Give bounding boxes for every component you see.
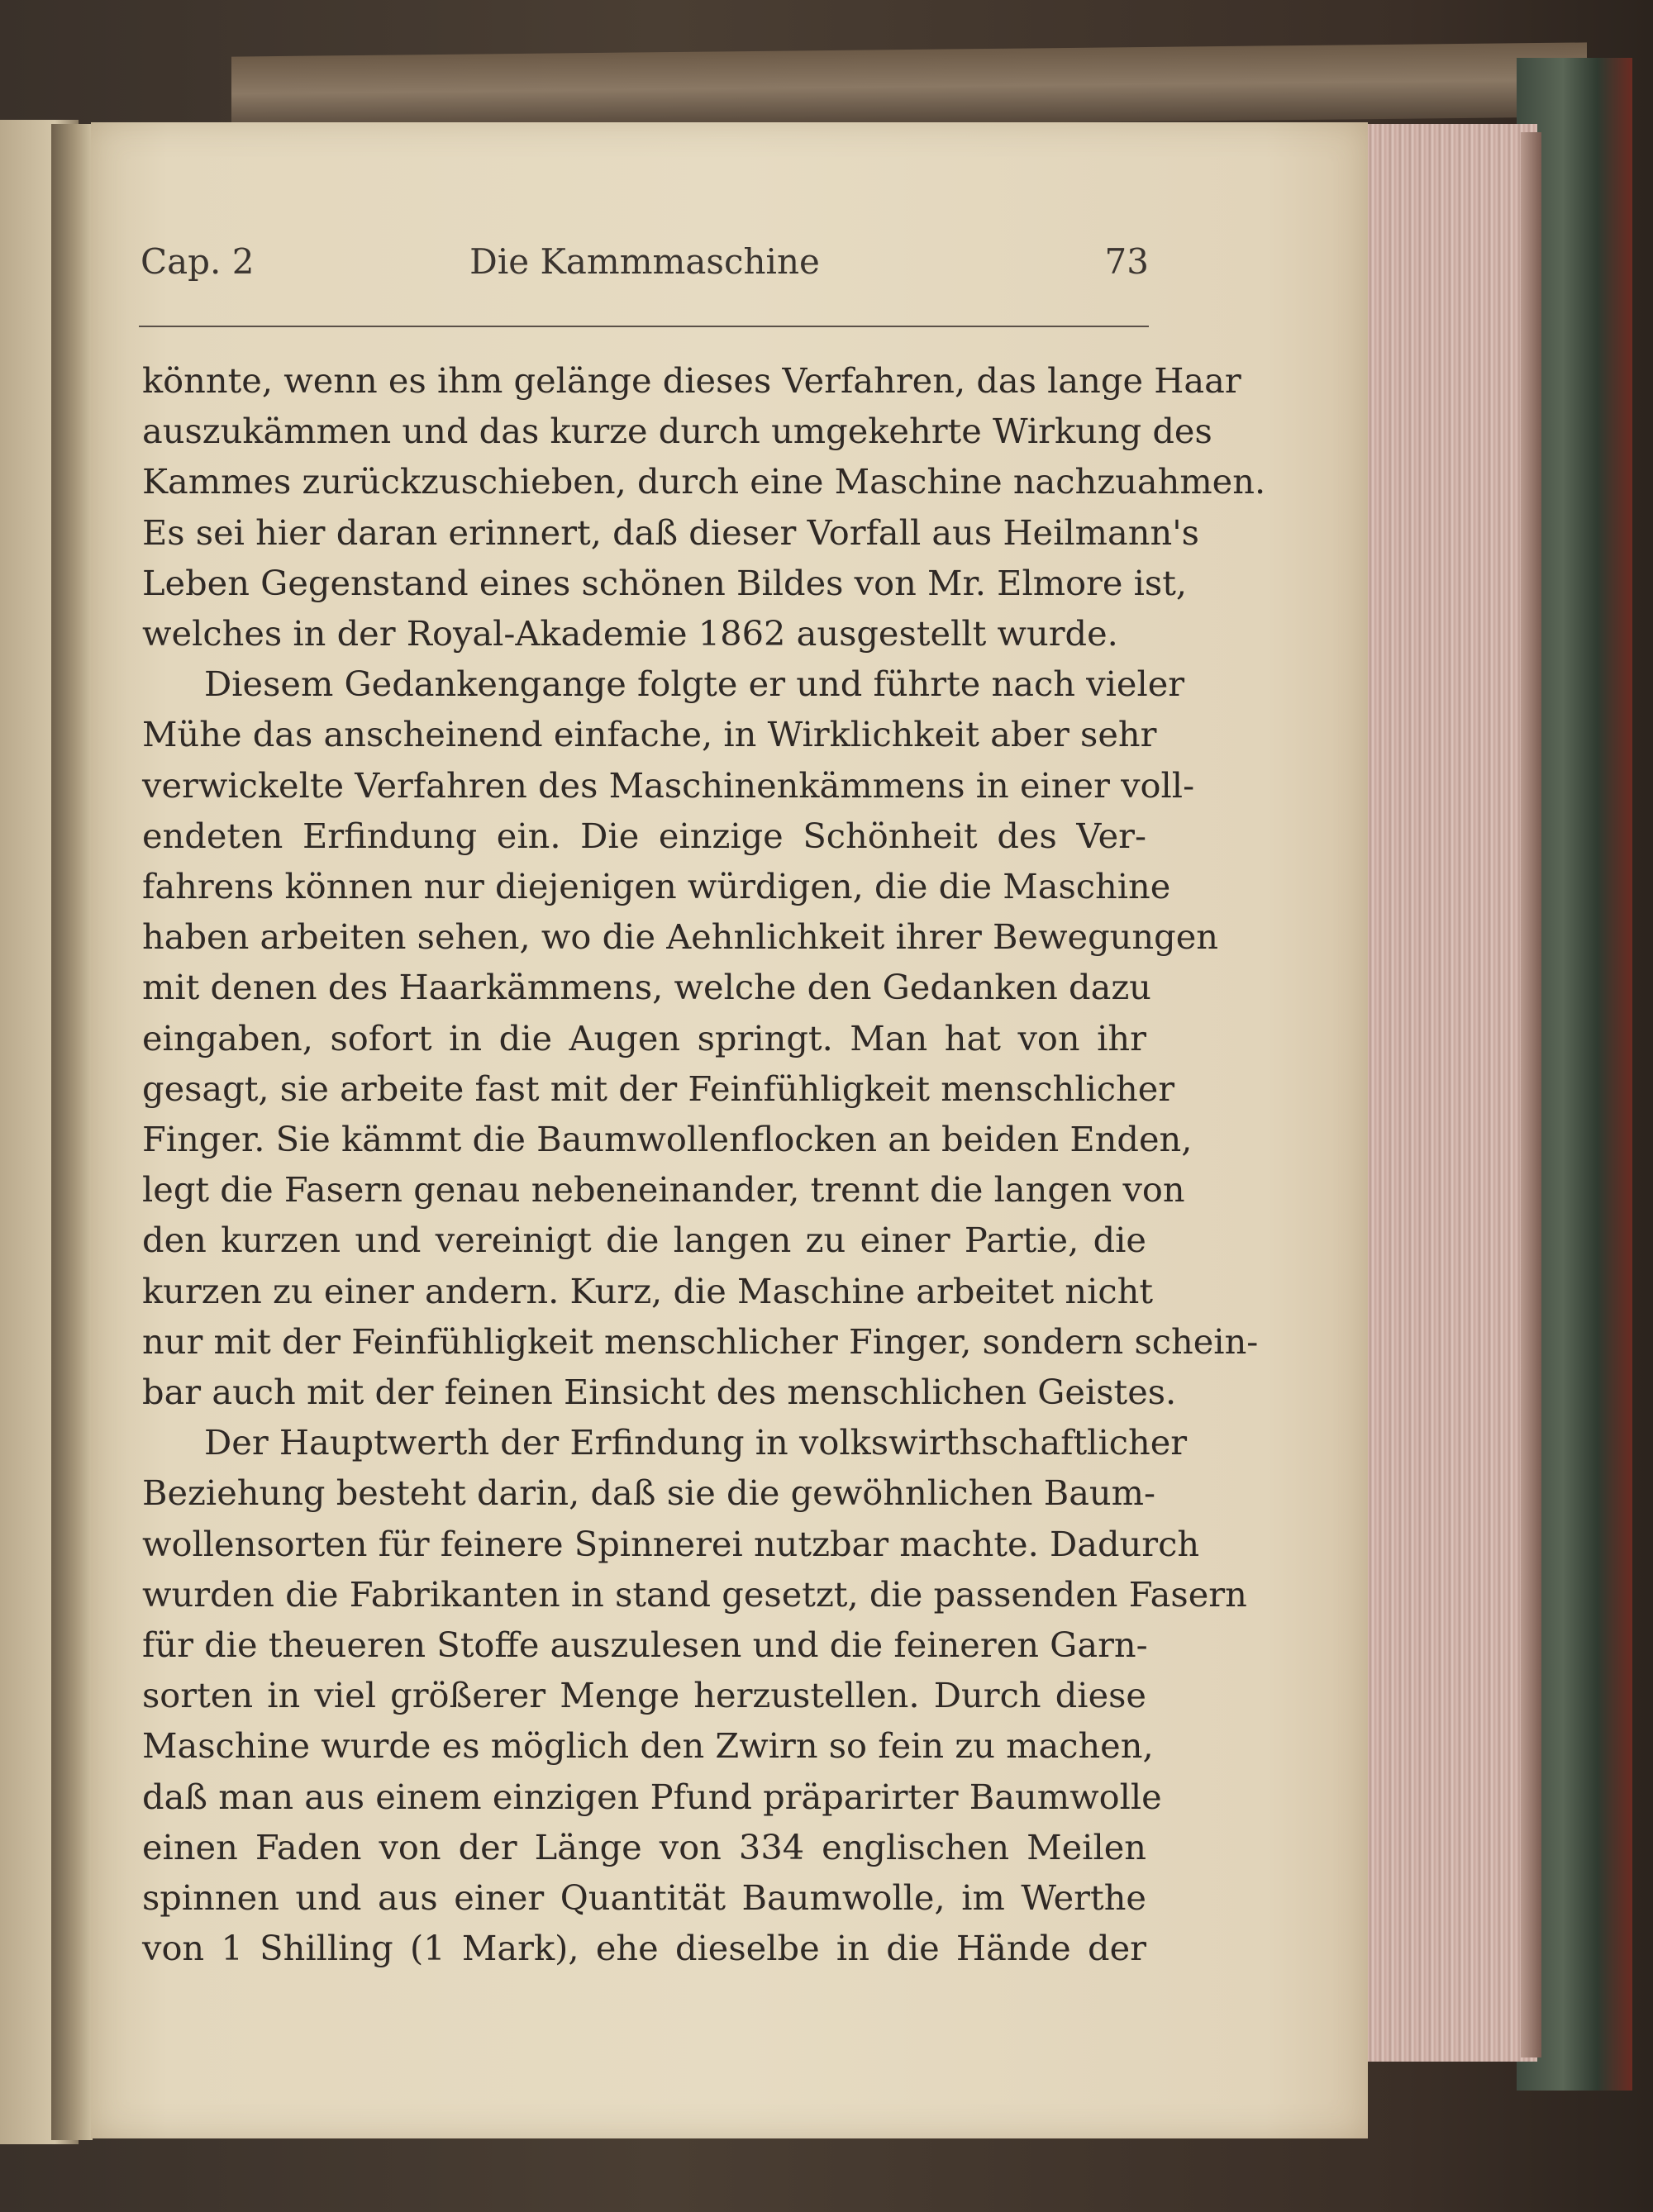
chapter-label: Cap. 2 [141,241,255,282]
text-line: sorten in viel größerer Menge herzustellen. Durch diese [142,1675,1146,1716]
text-line: von 1 Shilling (1 Mark), ehe dieselbe in die Hände der [142,1928,1146,1969]
text-line: den kurzen und vereinigt die langen zu einer Partie, die [142,1220,1146,1261]
text-line: endeten Erfindung ein. Die einzige Schönheit des Ver- [142,815,1146,856]
text-line: mit denen des Haarkämmens, welche den Gedanken dazu [142,967,1151,1008]
text-line: Finger. Sie kämmt die Baumwollenflocken an beiden Enden, [142,1119,1193,1160]
running-title: Die Kammmaschine [469,241,820,282]
body-text [142,355,1266,1974]
text-line: kurzen zu einer andern. Kurz, die Maschine arbeitet nicht [142,1270,1154,1311]
text-line: spinnen und aus einer Quantität Baumwolle, im Werthe [142,1877,1146,1919]
text-line: Kammes zurückzuschieben, durch eine Maschine nachzuahmen. [142,461,1266,502]
text-line: bar auch mit der feinen Einsicht des menschlichen Geistes. [142,1372,1177,1413]
page-block-edges [1355,124,1537,2062]
text-line: haben arbeiten sehen, wo die Aehnlichkeit ihrer Bewegungen [142,916,1218,958]
page-gutter [51,124,93,2140]
text-line: legt die Fasern genau nebeneinander, trennt die langen von [142,1169,1185,1211]
text-line: wurden die Fabrikanten in stand gesetzt, die passenden Fasern [142,1573,1247,1615]
text-line: Es sei hier daran erinnert, daß dieser Vorfall aus Heilmann's [142,511,1199,553]
text-line: Leben Gegenstand eines schönen Bildes von Mr. Elmore ist, [142,562,1188,603]
text-line: für die theueren Stoffe auszulesen und die feineren Garn- [142,1625,1148,1666]
text-line: einen Faden von der Länge von 334 englischen Meilen [142,1826,1146,1867]
text-line: Diesem Gedankengange folgte er und führte nach vieler [204,664,1185,705]
text-line: verwickelte Verfahren des Maschinenkämmens in einer voll- [142,764,1195,806]
page-number: 73 [1104,241,1149,282]
text-line: Maschine wurde es möglich den Zwirn so fein zu machen, [142,1725,1154,1767]
text-line: nur mit der Feinfühligkeit menschlicher Finger, sondern schein- [142,1320,1259,1362]
text-line: welches in der Royal-Akademie 1862 ausgestellt wurde. [142,613,1118,654]
text-line: Mühe das anscheinend einfache, in Wirklichkeit aber sehr [142,714,1157,755]
text-line: fahrens können nur diejenigen würdigen, die die Maschine [142,866,1171,907]
header-rule [139,326,1149,327]
text-line: daß man aus einem einzigen Pfund präparirter Baumwolle [142,1776,1162,1817]
running-head [141,241,1149,291]
text-line: auszukämmen und das kurze durch umgekehrte Wirkung des [142,411,1212,452]
text-line: könnte, wenn es ihm gelänge dieses Verfahren, das lange Haar [142,360,1241,401]
text-line: wollensorten für feinere Spinnerei nutzbar machte. Dadurch [142,1523,1200,1564]
page-block-shadow [1521,132,1541,2057]
cover-top-edge [231,42,1587,131]
text-line: Der Hauptwerth der Erfindung in volkswirthschaftlicher [204,1422,1188,1463]
text-line: eingaben, sofort in die Augen springt. Man hat von ihr [142,1017,1146,1058]
text-line: gesagt, sie arbeite fast mit der Feinfühligkeit menschlicher [142,1068,1175,1109]
text-line: Beziehung besteht darin, daß sie die gewöhnlichen Baum- [142,1472,1156,1514]
